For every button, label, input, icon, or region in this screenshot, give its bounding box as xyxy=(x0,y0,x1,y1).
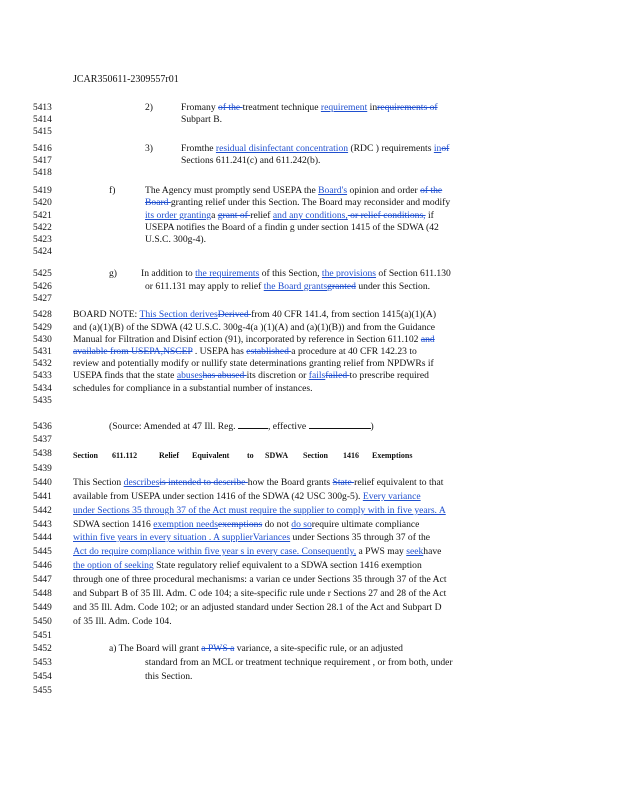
insertion: and any conditions, xyxy=(272,210,348,221)
line-number: 5452 xyxy=(33,644,52,654)
line-number: 5455 xyxy=(33,686,52,696)
line-number: 5413 xyxy=(33,103,52,113)
deletion: of the xyxy=(420,185,443,196)
insertion: residual disinfectant concentration xyxy=(215,143,349,154)
para-line-8: through one of three procedural mechanisms: a varian ce under Sections 35 through 37 of the Act xyxy=(73,574,447,585)
line-number: 5441 xyxy=(33,492,52,502)
section-heading-word: Equivalent xyxy=(192,451,230,460)
board-note-line-2: and (a)(1)(B) of the SDWA (42 U.S.C. 300g-4(a )(1)(A) and (a)(1)(B)) and from the Guidance xyxy=(73,322,436,333)
board-note-line-3: Manual for Filtration and Disinf ection (91), incorporated by reference in Section 611.102 and xyxy=(73,334,435,345)
item-g-line-1: In addition to the requirements of this Section, the provisions of Section 611.130 xyxy=(141,268,451,279)
line-number: 5439 xyxy=(33,464,52,474)
line-number: 5424 xyxy=(33,247,52,257)
item-f-label: f) xyxy=(109,185,116,196)
para-line-9: and Subpart B of 35 Ill. Adm. C ode 104; a site-specific rule unde r Sections 27 and 28 of the Act xyxy=(73,588,447,599)
item-f-line-5: U.S.C. 300g-4). xyxy=(145,234,207,245)
line-number: 5418 xyxy=(33,168,52,178)
line-number: 5420 xyxy=(33,198,52,208)
deletion: has abused xyxy=(202,370,247,381)
para-line-2: available from USEPA under section 1416 of the SDWA (42 USC 300g-5). Every variance xyxy=(73,491,421,502)
item-a-line-2: standard from an MCL or treatment technique requirement , or from both, under xyxy=(145,657,453,668)
deletion: requirements of xyxy=(377,102,438,113)
board-note-line-5: review and potentially modify or nullify state determinations granting relief from NPDWRs if xyxy=(73,358,434,369)
insertion: under Sections 35 through 37 of the Act must require the supplier to comply with in five years. A xyxy=(73,505,446,516)
line-number: 5448 xyxy=(33,589,52,599)
deletion: Board xyxy=(145,197,171,208)
para-line-1: This Section describesis intended to describe how the Board grants State relief equivalent to that xyxy=(73,477,444,488)
insertion: abuses xyxy=(176,370,203,381)
item-f-line-2: Board granting relief under this Section. The Board may reconsider and modify xyxy=(145,197,451,208)
line-number: 5438 xyxy=(33,449,52,459)
line-number: 5444 xyxy=(33,533,52,543)
deletion: grant of xyxy=(217,210,251,221)
para-line-10: and 35 Ill. Adm. Code 102; or an adjusted standard under Section 28.1 of the Act and Subpart D xyxy=(73,602,442,613)
board-note-line-4: available from USEPA,NSCEP . USEPA has established a procedure at 40 CFR 142.23 to xyxy=(73,346,417,357)
insertion: fails xyxy=(308,370,326,381)
para-line-3 xyxy=(73,505,446,517)
para-line-5: within five years in every situation . A supplierVariances under Sections 35 through 37 of the xyxy=(73,532,431,543)
line-number: 5415 xyxy=(33,127,52,137)
item-f-line-4: USEPA notifies the Board of a findin g under section 1415 of the SDWA (42 xyxy=(145,222,439,233)
board-note-line-7: schedules for compliance in a substantial number of instances. xyxy=(73,383,313,394)
document-header: JCAR350611-2309557r01 xyxy=(73,74,179,85)
para-line-7: the option of seeking State regulatory relief equivalent to a SDWA section 1416 exemption xyxy=(73,560,422,571)
deletion: of xyxy=(441,143,450,154)
deletion: failed xyxy=(325,370,350,381)
line-number: 5430 xyxy=(33,335,52,345)
insertion: Board's xyxy=(318,185,348,196)
line-number: 5433 xyxy=(33,371,52,381)
insertion: within five years in every situation . A supplier xyxy=(73,532,253,543)
section-heading-word: Section xyxy=(303,451,328,460)
line-number: 5431 xyxy=(33,347,52,357)
line-number: 5450 xyxy=(33,617,52,627)
section-heading-word: 611.112 xyxy=(112,451,138,460)
line-number: 5422 xyxy=(33,223,52,233)
source-line: (Source: Amended at 47 Ill. Reg. , effective ) xyxy=(109,421,374,432)
line-number: 5428 xyxy=(33,310,52,320)
insertion: in xyxy=(433,143,442,154)
line-number: 5451 xyxy=(33,631,52,641)
insertion: the Board grants xyxy=(263,281,328,292)
line-number: 5436 xyxy=(33,422,52,432)
insertion: describes xyxy=(123,477,160,488)
line-number: 5443 xyxy=(33,520,52,530)
item-2-line-2: Subpart B. xyxy=(181,114,223,125)
section-heading-word: Exemptions xyxy=(372,451,413,460)
insertion: Every variance xyxy=(362,491,421,502)
effective-date-blank xyxy=(309,428,371,429)
para-line-6: Act do require compliance within five year s in every case. Consequently, a PWS may seekhave xyxy=(73,546,442,557)
line-number: 5417 xyxy=(33,156,52,166)
deletion: available from USEPA,NSCEP xyxy=(73,346,193,357)
line-number: 5447 xyxy=(33,575,52,585)
insertion: do so xyxy=(291,519,312,530)
deletion: Derived xyxy=(217,309,252,320)
line-number: 5442 xyxy=(33,506,52,516)
board-note-line-1: BOARD NOTE: This Section derivesDerived from 40 CFR 141.4, from section 1415(a)(1)(A) xyxy=(73,309,437,320)
line-number: 5437 xyxy=(33,435,52,445)
line-number: 5419 xyxy=(33,186,52,196)
item-a-line-1: a) The Board will grant a PWS a variance, a site-specific rule, or an adjusted xyxy=(109,643,403,654)
line-number: 5416 xyxy=(33,144,52,154)
insertion: seek xyxy=(406,546,424,557)
line-number: 5414 xyxy=(33,115,52,125)
deletion: a PWS a xyxy=(201,643,235,654)
item-3-line-1: Fromthe residual disinfectant concentration (RDC ) requirements inof xyxy=(181,143,450,154)
insertion: the option of seeking xyxy=(73,560,154,571)
line-number: 5453 xyxy=(33,658,52,668)
insertion: requirement xyxy=(320,102,368,113)
item-3-label: 3) xyxy=(145,143,153,154)
section-heading-word: to xyxy=(247,451,254,460)
section-heading-word: 1416 xyxy=(343,451,359,460)
insertion: This Section derives xyxy=(139,309,218,320)
insertion: the provisions xyxy=(321,268,377,279)
insertion: Variances xyxy=(252,532,291,543)
line-number: 5427 xyxy=(33,294,52,304)
deletion: and xyxy=(420,334,435,345)
item-a-line-3: this Section. xyxy=(145,671,193,682)
line-number: 5446 xyxy=(33,561,52,571)
line-number: 5421 xyxy=(33,211,52,221)
deletion: exemptions xyxy=(217,519,263,530)
line-number: 5454 xyxy=(33,672,52,682)
item-3-line-2: Sections 611.241(c) and 611.242(b). xyxy=(181,155,321,166)
deletion: is intended to describe xyxy=(159,477,248,488)
deletion: State xyxy=(332,477,355,488)
item-f-line-3: its order grantinga grant of relief and any conditions, or relief conditions, if xyxy=(145,210,434,221)
deletion: established xyxy=(246,346,292,357)
para-line-11: of 35 Ill. Adm. Code 104. xyxy=(73,616,172,627)
section-heading-word: Section xyxy=(73,451,98,460)
para-line-4: SDWA section 1416 exemption needsexemptions do not do sorequire ultimate compliance xyxy=(73,519,420,530)
line-number: 5434 xyxy=(33,384,52,394)
insertion: its order granting xyxy=(145,210,212,221)
section-heading-word: SDWA xyxy=(265,451,289,460)
reg-blank xyxy=(238,428,268,429)
item-g-label: g) xyxy=(109,268,117,279)
line-number: 5445 xyxy=(33,547,52,557)
line-number: 5425 xyxy=(33,269,52,279)
item-2-line-1: Fromany of the treatment technique requirement inrequirements of xyxy=(181,102,438,113)
insertion: exemption needs xyxy=(153,519,218,530)
item-g-line-2: or 611.131 may apply to relief the Board grantsgranted under this Section. xyxy=(145,281,431,292)
line-number: 5429 xyxy=(33,323,52,333)
board-note-line-6: USEPA finds that the state abuseshas abused its discretion or failsfailed to prescribe required xyxy=(73,370,429,381)
line-number: 5449 xyxy=(33,603,52,613)
deletion: granted xyxy=(327,281,356,292)
item-f-line-1: The Agency must promptly send USEPA the Board's opinion and order of the xyxy=(145,185,443,196)
deletion: or relief conditions, xyxy=(347,210,426,221)
line-number: 5435 xyxy=(33,396,52,406)
item-2-label: 2) xyxy=(145,102,153,113)
line-number: 5423 xyxy=(33,235,52,245)
insertion: Act do require compliance within five year s in every case. Consequently, xyxy=(73,546,357,557)
insertion: the requirements xyxy=(195,268,260,279)
deletion: of the xyxy=(218,102,243,113)
line-number: 5432 xyxy=(33,359,52,369)
line-number: 5440 xyxy=(33,478,52,488)
section-heading-word: Relief xyxy=(159,451,179,460)
line-number: 5426 xyxy=(33,282,52,292)
